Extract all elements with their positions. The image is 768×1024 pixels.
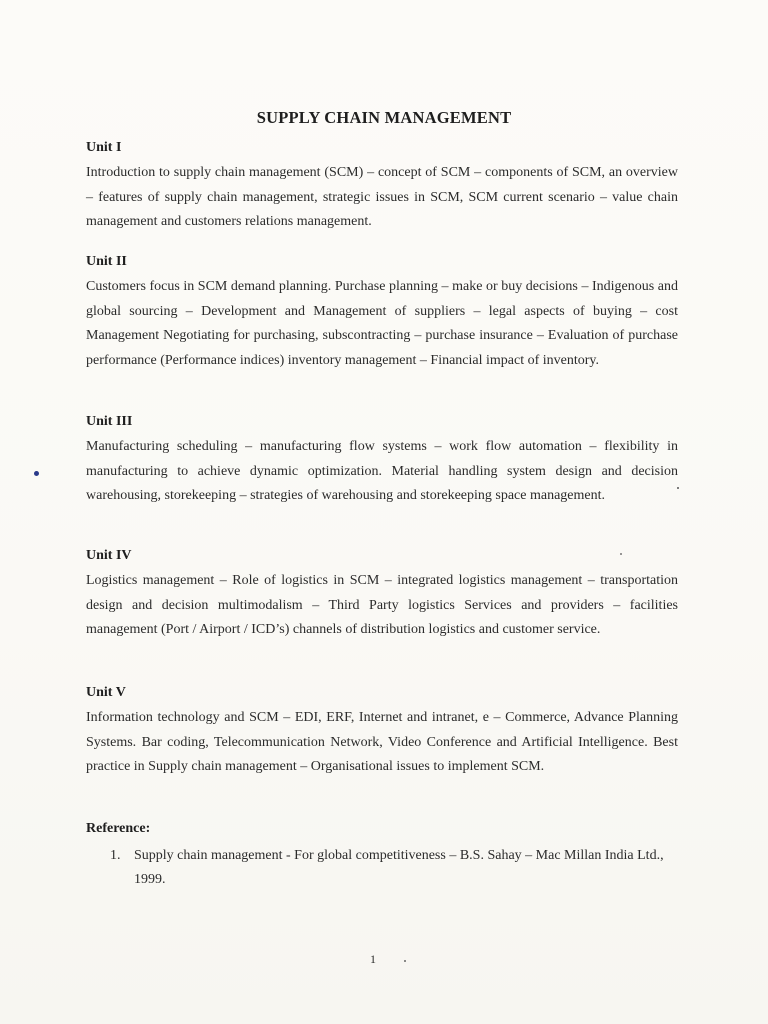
unit-section (86, 547, 678, 643)
reference-section (86, 820, 678, 892)
unit-heading: Unit V (86, 685, 126, 700)
unit-body: Introduction to supply chain management (SCM) – concept of SCM – components of SCM, an overview – features of supply chain management, strategic issues in SCM, SCM current scenario – value chain management and customers relations management. (86, 165, 678, 229)
unit-body: Logistics management – Role of logistics in SCM – integrated logistics management – transportation design and decision multimodalism – Third Party logistics Services and providers – facilities management (Port / Airport / ICD’s) channels of distribution logistics and customer service. (86, 573, 678, 637)
unit-section (86, 413, 678, 509)
page-number: 1 (370, 952, 376, 966)
scan-speck (677, 487, 679, 489)
unit-heading: Unit II (86, 254, 127, 269)
document-title: SUPPLY CHAIN MANAGEMENT (256, 108, 512, 127)
reference-item (110, 844, 678, 892)
unit-heading: Unit III (86, 414, 133, 429)
unit-section (86, 684, 678, 780)
unit-heading: Unit I (86, 140, 122, 155)
unit-section (86, 139, 678, 235)
unit-body: Customers focus in SCM demand planning. Purchase planning – make or buy decisions – Indigenous and global sourcing – Development and Management of suppliers – legal aspects of buying – cost Management Negotiating for purchasing, subscontracting – purchase insurance – Evaluation of purchase performance (Performance indices) inventory management – Financial impact of inventory. (86, 279, 678, 368)
reference-number: 1. (110, 848, 121, 863)
unit-body: Manufacturing scheduling – manufacturing flow systems – work flow automation – flexibility in manufacturing to achieve dynamic optimization. Material handling system design and decision warehousing, storekeeping – strategies of warehousing and storekeeping space management. (86, 439, 678, 503)
scan-speck (34, 471, 39, 476)
scan-speck (404, 960, 406, 962)
unit-heading: Unit IV (86, 548, 132, 563)
unit-section (86, 253, 678, 373)
reference-heading: Reference: (86, 821, 151, 836)
unit-body: Information technology and SCM – EDI, ERF, Internet and intranet, e – Commerce, Advance Planning Systems. Bar coding, Telecommunication Network, Video Conference and Artificial Intelligence. Best practice in Supply chain management – Organisational issues to implement SCM. (86, 710, 678, 774)
reference-text: Supply chain management - For global competitiveness – B.S. Sahay – Mac Millan India Ltd., 1999. (134, 848, 664, 887)
scan-speck (620, 553, 622, 555)
